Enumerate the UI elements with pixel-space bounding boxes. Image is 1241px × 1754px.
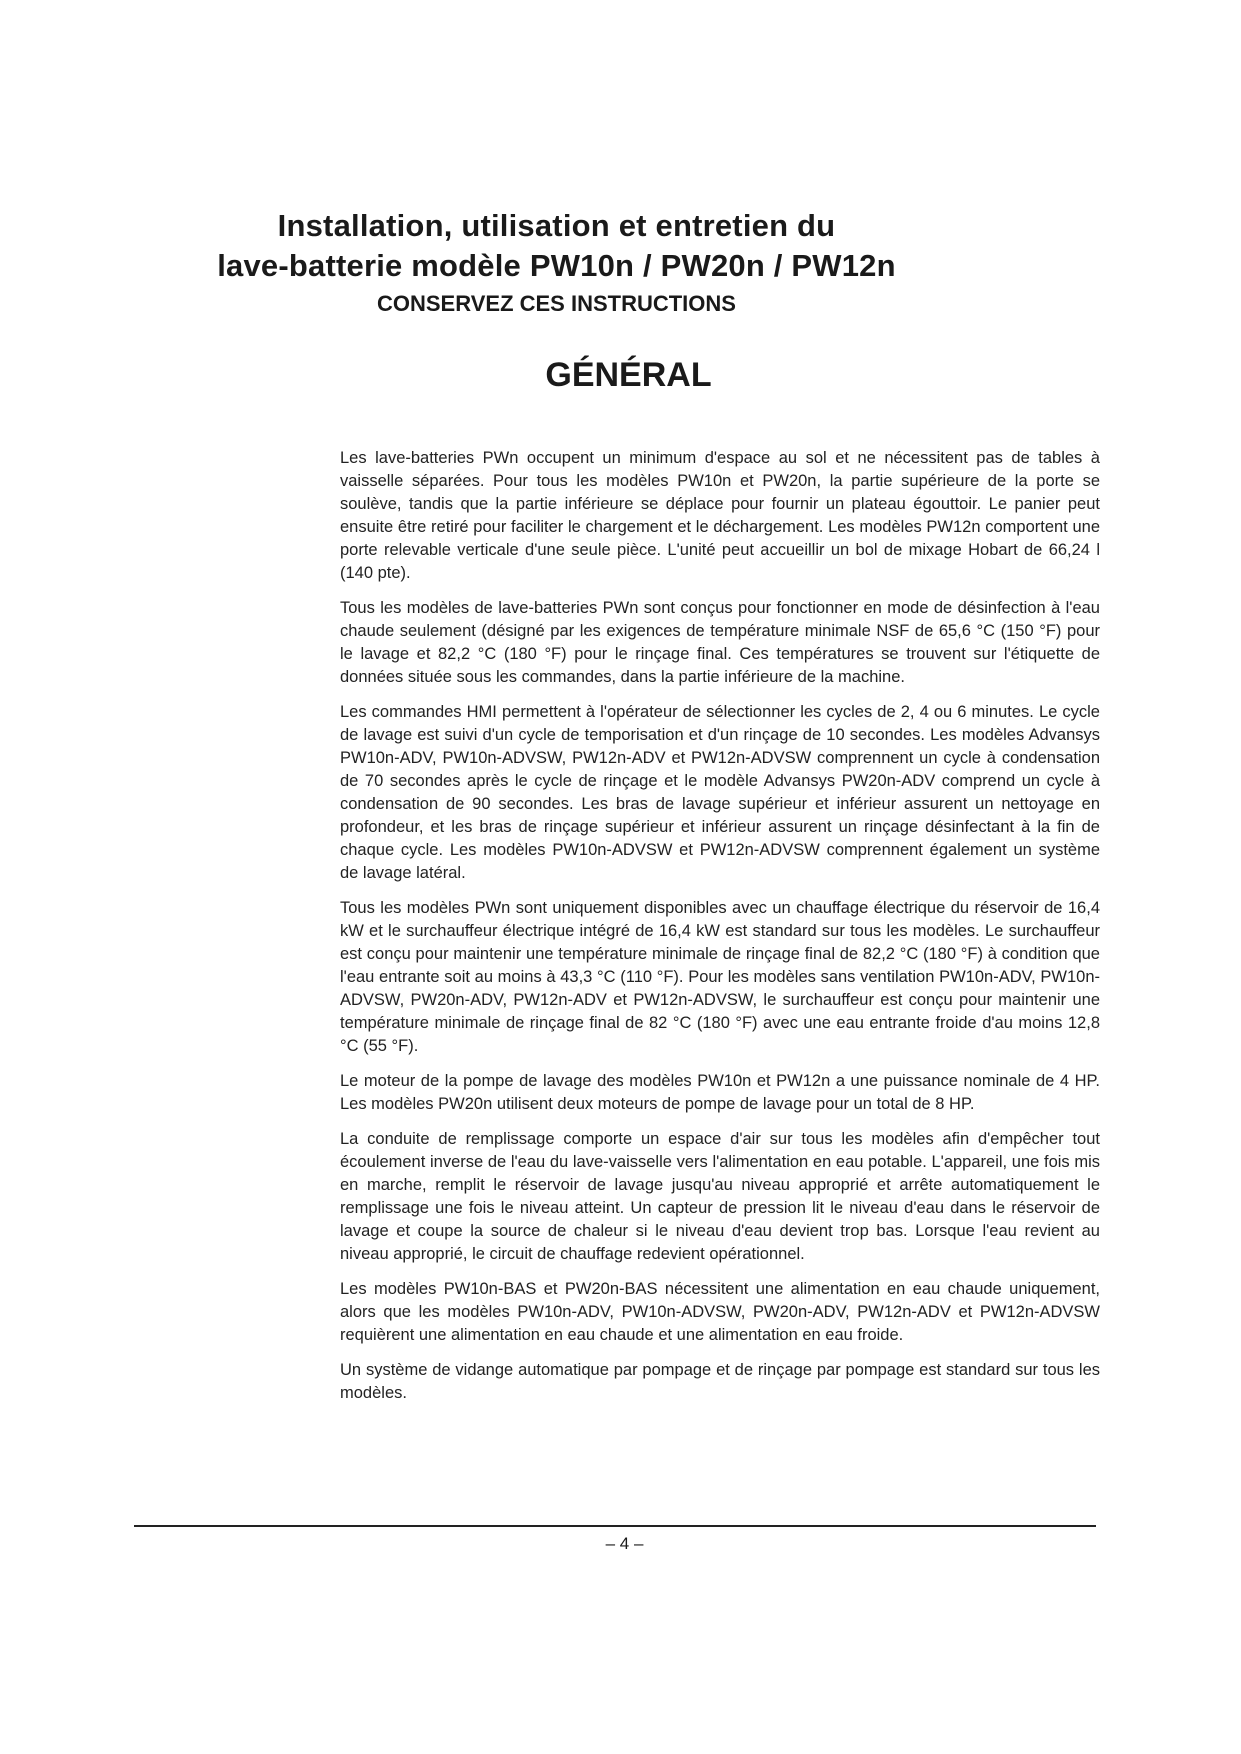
page-number-text: – 4 – (605, 1534, 644, 1553)
document-header (0, 206, 1241, 319)
paragraph-7: Les modèles PW10n-BAS et PW20n-BAS nécessitent une alimentation en eau chaude uniquement, alors que les modèles PW10n-ADV, PW10n-ADVSW, PW20n-ADV, PW12n-ADV et PW12n-ADVSW requièrent une alimentation en eau chaude et une alimentation en eau froide. (340, 1280, 1100, 1344)
section-heading-text: GÉNÉRAL (545, 356, 712, 394)
paragraph-1: Les lave-batteries PWn occupent un minimum d'espace au sol et ne nécessitent pas de tables à vaisselle séparées. Pour tous les modèles PW10n et PW20n, la partie supérieure de la porte se soulève, tandis que la partie inférieure se déplace pour fournir un plateau égouttoir. Le panier peut ensuite être retiré pour faciliter le chargement et le déchargement. Les modèles PW12n comportent une porte relevable verticale d'une seule pièce. L'unité peut accueillir un bol de mixage Hobart de 66,24 l (140 pte). (340, 449, 1100, 582)
paragraph-2: Tous les modèles de lave-batteries PWn sont conçus pour fonctionner en mode de désinfection à l'eau chaude seulement (désigné par les exigences de température minimale NSF de 65,6 °C (150 °F) pour le lavage et 82,2 °C (180 °F) pour le rinçage final. Ces températures se trouvent sur l'étiquette de données située sous les commandes, dans la partie inférieure de la machine. (340, 599, 1100, 686)
paragraph-4: Tous les modèles PWn sont uniquement disponibles avec un chauffage électrique du réservoir de 16,4 kW et le surchauffeur électrique intégré de 16,4 kW est standard sur tous les modèles. Le surchauffeur est conçu pour maintenir une température minimale de rinçage final de 82,2 °C (180 °F) à condition que l'eau entrante soit au moins à 43,3 °C (110 °F). Pour les modèles sans ventilation PW10n-ADV, PW10n-ADVSW, PW20n-ADV, PW12n-ADV et PW12n-ADVSW, le surchauffeur est conçu pour maintenir une température minimale de rinçage final de 82 °C (180 °F) avec une eau entrante froide d'au moins 12,8 °C (55 °F). (340, 899, 1100, 1055)
title-line-1: Installation, utilisation et entretien du (277, 208, 836, 243)
paragraph-8: Un système de vidange automatique par pompage et de rinçage par pompage est standard sur tous les modèles. (340, 1361, 1100, 1402)
paragraph-3: Les commandes HMI permettent à l'opérateur de sélectionner les cycles de 2, 4 ou 6 minutes. Le cycle de lavage est suivi d'un cycle de temporisation et d'un rinçage de 10 secondes. Les modèles Advansys PW10n-ADV, PW10n-ADVSW, PW12n-ADV et PW12n-ADVSW comprennent un cycle à condensation de 70 secondes après le cycle de rinçage et le modèle Advansys PW20n-ADV comprend un cycle à condensation de 90 secondes. Les bras de lavage supérieur et inférieur assurent un nettoyage en profondeur, et les bras de rinçage supérieur et inférieur assurent un rinçage désinfectant à la fin de chaque cycle. Les modèles PW10n-ADVSW et PW12n-ADVSW comprennent également un système de lavage latéral. (340, 703, 1100, 882)
paragraph-6: La conduite de remplissage comporte un espace d'air sur tous les modèles afin d'empêcher tout écoulement inverse de l'eau du lave-vaisselle vers l'alimentation en eau potable. L'appareil, une fois mis en marche, remplit le réservoir de lavage jusqu'au niveau approprié et arrête automatiquement le remplissage une fois le niveau atteint. Un capteur de pression lit le niveau d'eau dans le réservoir de lavage et coupe la source de chaleur si le niveau d'eau devient trop bas. Lorsque l'eau revient au niveau approprié, le circuit de chauffage redevient opérationnel. (340, 1130, 1100, 1263)
section-heading (0, 355, 1241, 395)
subtitle: CONSERVEZ CES INSTRUCTIONS (377, 291, 736, 316)
title-line-2: lave-batterie modèle PW10n / PW20n / PW12n (217, 248, 896, 283)
paragraph-5: Le moteur de la pompe de lavage des modèles PW10n et PW12n a une puissance nominale de 4 HP. Les modèles PW20n utilisent deux moteurs de pompe de lavage pour un total de 8 HP. (340, 1072, 1100, 1113)
footer-divider (134, 1525, 1096, 1527)
body-text (340, 447, 1100, 1417)
page-number (0, 1533, 1241, 1555)
